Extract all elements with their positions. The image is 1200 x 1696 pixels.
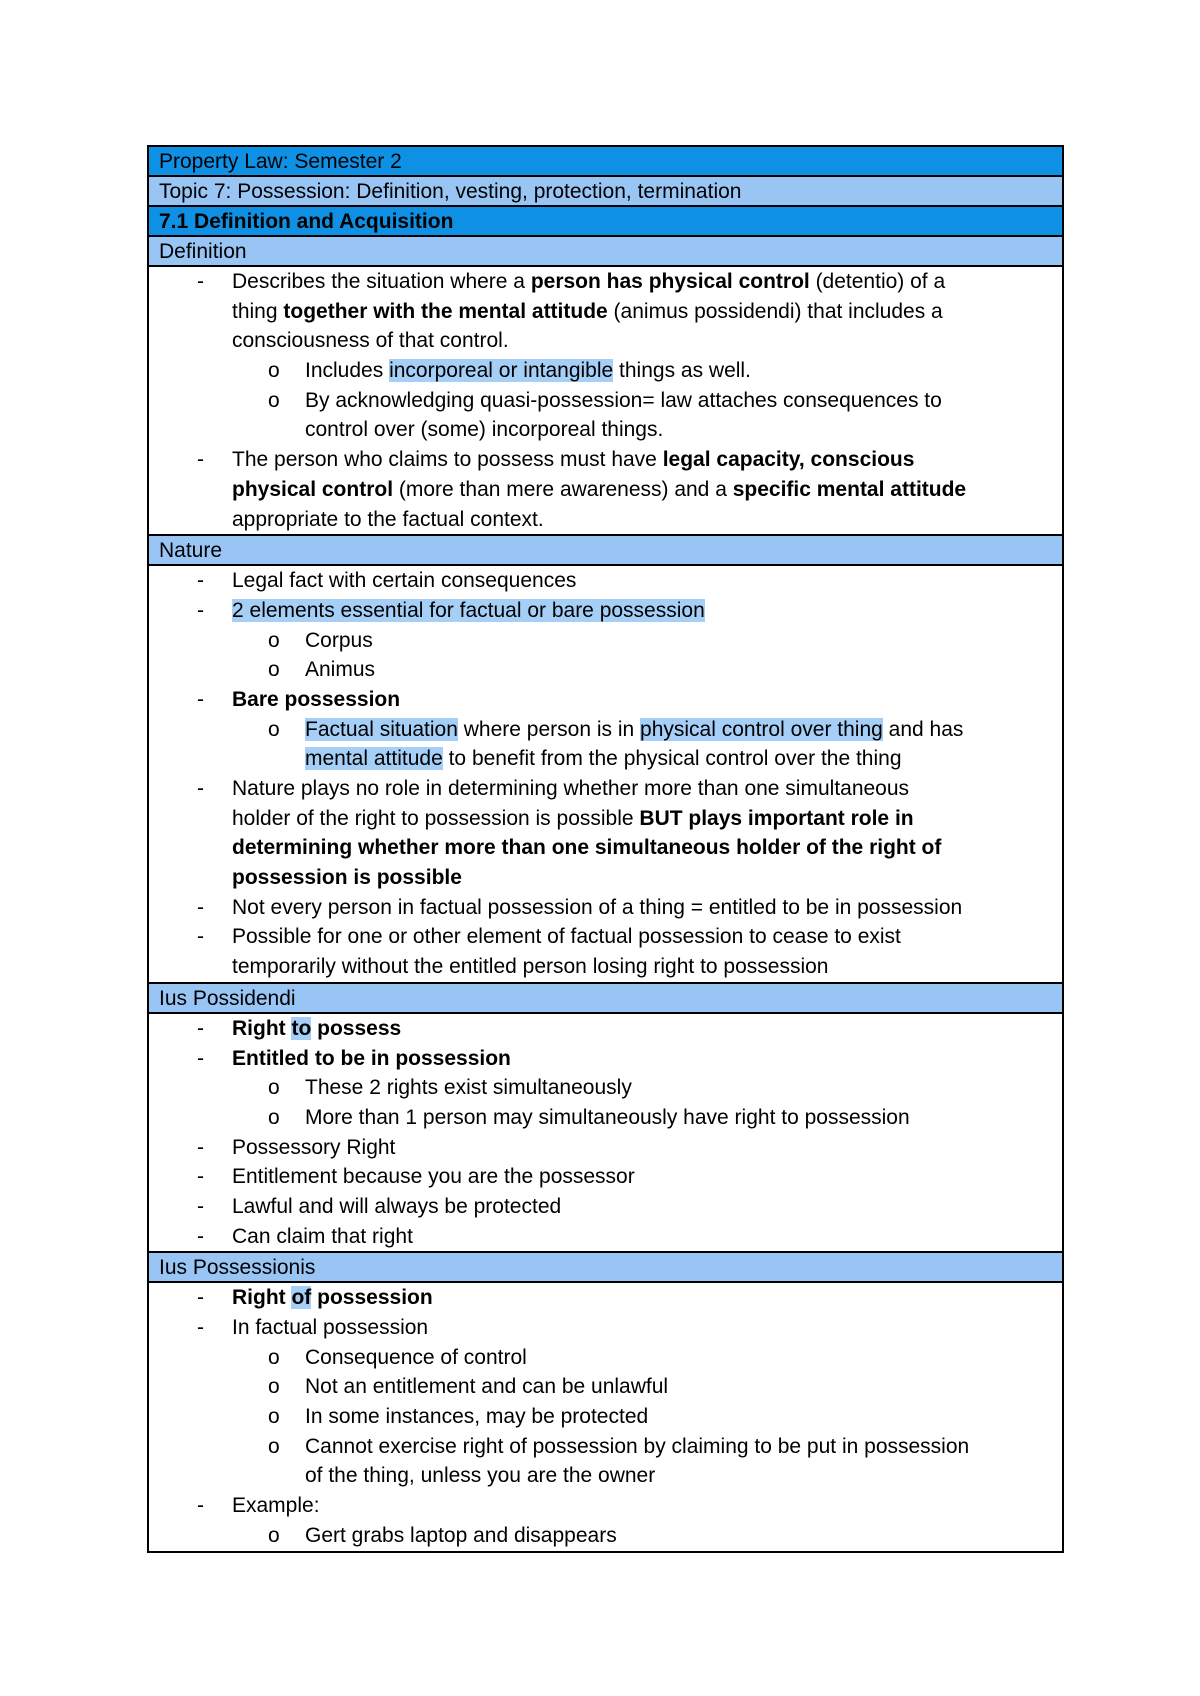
highlighted-text: mental attitude [305, 747, 443, 771]
list-item [149, 1372, 1062, 1402]
list-item [149, 566, 1062, 596]
list-item [149, 1461, 1062, 1491]
text-run: In some instances, may be protected [305, 1405, 649, 1429]
list-item [149, 1103, 1062, 1133]
highlighted-text: 2 elements essential for factual or bare possession [232, 598, 705, 622]
circle-bullet-icon: o [268, 1345, 280, 1369]
highlighted-text: Factual situation [305, 717, 458, 741]
list-item [149, 1073, 1062, 1103]
list-item [149, 655, 1062, 685]
bold-text: possession [311, 1286, 433, 1310]
bold-text: possess [311, 1016, 402, 1040]
notes-table [147, 145, 1064, 1553]
text-run: (detentio) of a [809, 270, 946, 293]
text-run: Entitlement because you are the possessor [232, 1165, 635, 1189]
text-run: control over (some) incorporeal things. [305, 418, 664, 442]
list-item [149, 445, 1062, 475]
list-item [149, 386, 1062, 416]
list-item [149, 1432, 1062, 1462]
topic-title: Topic 7: Possession: Definition, vesting, protection, termination [149, 177, 1062, 207]
dash-bullet-icon: - [197, 1224, 204, 1248]
bold-text: Bare possession [232, 687, 401, 711]
highlighted-text: physical control over thing [640, 717, 883, 741]
dash-bullet-icon: - [197, 1016, 204, 1040]
subsection-body [149, 1283, 1062, 1550]
list-item [149, 952, 1062, 982]
list-item [149, 804, 1062, 834]
list-item [149, 774, 1062, 804]
text-run: where person is in [457, 717, 641, 741]
dash-bullet-icon: - [197, 1046, 204, 1070]
text-run: Animus [305, 658, 376, 682]
text-run: to benefit from the physical control over the thing [442, 747, 902, 771]
circle-bullet-icon: o [268, 1105, 280, 1129]
subsection-heading: Ius Possidendi [149, 984, 1062, 1014]
dash-bullet-icon: - [197, 1286, 204, 1310]
subsection-heading: Nature [149, 536, 1062, 566]
text-run: Possessory Right [232, 1135, 396, 1159]
text-run: Legal fact with certain consequences [232, 569, 577, 593]
text-run: thing [232, 299, 284, 323]
list-item [149, 267, 1062, 297]
subsection-body [149, 566, 1062, 984]
text-run: consciousness of that control. [232, 329, 509, 353]
dash-bullet-icon: - [197, 569, 204, 593]
dash-bullet-icon: - [197, 777, 204, 800]
dash-bullet-icon: - [197, 1135, 204, 1159]
dash-bullet-icon: - [197, 270, 204, 293]
dash-bullet-icon: - [197, 598, 204, 622]
list-item [149, 326, 1062, 356]
text-run: By acknowledging quasi-possession= law attaches consequences to [305, 388, 942, 412]
subsection-body [149, 267, 1062, 536]
text-run: Not an entitlement and can be unlawful [305, 1375, 669, 1399]
bold-text: determining whether more than one simultaneous holder of the right of [232, 836, 942, 860]
dash-bullet-icon: - [197, 895, 204, 919]
text-run: appropriate to the factual context. [232, 507, 544, 531]
dash-bullet-icon: - [197, 1165, 204, 1189]
dash-bullet-icon: - [197, 687, 204, 711]
subsection-heading: Ius Possessionis [149, 1253, 1062, 1283]
text-run: More than 1 person may simultaneously have right to possession [305, 1105, 910, 1129]
list-item [149, 893, 1062, 923]
list-item [149, 744, 1062, 774]
text-run: In factual possession [232, 1316, 429, 1339]
subsection-body [149, 1014, 1062, 1254]
bold-text: specific mental attitude [732, 477, 967, 501]
section-title: 7.1 Definition and Acquisition [149, 207, 1062, 237]
text-run: things as well. [613, 359, 751, 383]
text-run: Possible for one or other element of factual possession to cease to exist [232, 925, 901, 949]
text-run: and has [882, 717, 964, 741]
bold-text: Right [232, 1016, 292, 1040]
list-item [149, 596, 1062, 626]
list-item [149, 715, 1062, 745]
list-item [149, 685, 1062, 715]
list-item [149, 1343, 1062, 1373]
text-run: Nature plays no role in determining whether more than one simultaneous [232, 777, 910, 800]
circle-bullet-icon: o [268, 658, 280, 682]
text-run: Cannot exercise right of possession by claiming to be put in possession [305, 1434, 970, 1458]
list-item [149, 505, 1062, 535]
list-item [149, 922, 1062, 952]
list-item [149, 1521, 1062, 1551]
subsection-heading: Definition [149, 237, 1062, 267]
list-item [149, 1162, 1062, 1192]
circle-bullet-icon: o [268, 388, 280, 412]
dash-bullet-icon: - [197, 1194, 204, 1218]
list-item [149, 833, 1062, 863]
text-run: Includes [305, 359, 390, 383]
bold-text: physical control [232, 477, 394, 501]
text-run: (animus possidendi) that includes a [607, 299, 943, 323]
text-run: Describes the situation where a [232, 270, 531, 293]
text-run: Not every person in factual possession of a thing = entitled to be in possession [232, 895, 963, 919]
circle-bullet-icon: o [268, 1076, 280, 1100]
text-run: Can claim that right [232, 1224, 413, 1248]
text-run: temporarily without the entitled person losing right to possession [232, 955, 829, 979]
bold-text: person has physical control [530, 270, 810, 293]
circle-bullet-icon: o [268, 1523, 280, 1547]
circle-bullet-icon: o [268, 1405, 280, 1429]
text-run: Example: [232, 1494, 320, 1518]
list-item [149, 1313, 1062, 1343]
bold-text: possession is possible [232, 866, 462, 890]
bold-text: Entitled to be in possession [232, 1046, 511, 1070]
highlighted-text: of [291, 1286, 312, 1310]
highlighted-text: to [291, 1016, 312, 1040]
list-item [149, 297, 1062, 327]
list-item [149, 1014, 1062, 1044]
bold-text: Right [232, 1286, 292, 1310]
text-run: Consequence of control [305, 1345, 527, 1369]
circle-bullet-icon: o [268, 359, 280, 383]
list-item [149, 1283, 1062, 1313]
bold-text: legal capacity, conscious [662, 448, 915, 472]
dash-bullet-icon: - [197, 1494, 204, 1518]
bold-text: BUT plays important role in [639, 806, 914, 830]
list-item [149, 475, 1062, 505]
circle-bullet-icon: o [268, 628, 280, 652]
text-run: These 2 rights exist simultaneously [305, 1076, 632, 1100]
dash-bullet-icon: - [197, 925, 204, 949]
text-run: Lawful and will always be protected [232, 1194, 562, 1218]
circle-bullet-icon: o [268, 1434, 280, 1458]
list-item [149, 1133, 1062, 1163]
bold-text: together with the mental attitude [283, 299, 608, 323]
list-item [149, 863, 1062, 893]
list-item [149, 356, 1062, 386]
list-item [149, 1222, 1062, 1252]
text-run: of the thing, unless you are the owner [305, 1464, 656, 1488]
text-run: The person who claims to possess must have [232, 448, 663, 472]
circle-bullet-icon: o [268, 717, 280, 741]
dash-bullet-icon: - [197, 1316, 204, 1339]
highlighted-text: incorporeal or intangible [389, 359, 614, 383]
list-item [149, 1491, 1062, 1521]
list-item [149, 415, 1062, 445]
text-run: Corpus [305, 628, 373, 652]
list-item [149, 1192, 1062, 1222]
text-run: (more than mere awareness) and a [393, 477, 733, 501]
list-item [149, 626, 1062, 656]
dash-bullet-icon: - [197, 448, 204, 472]
text-run: holder of the right to possession is possible [232, 806, 640, 830]
list-item [149, 1402, 1062, 1432]
course-title: Property Law: Semester 2 [149, 147, 1062, 177]
list-item [149, 1044, 1062, 1074]
circle-bullet-icon: o [268, 1375, 280, 1399]
text-run: Gert grabs laptop and disappears [305, 1523, 617, 1547]
